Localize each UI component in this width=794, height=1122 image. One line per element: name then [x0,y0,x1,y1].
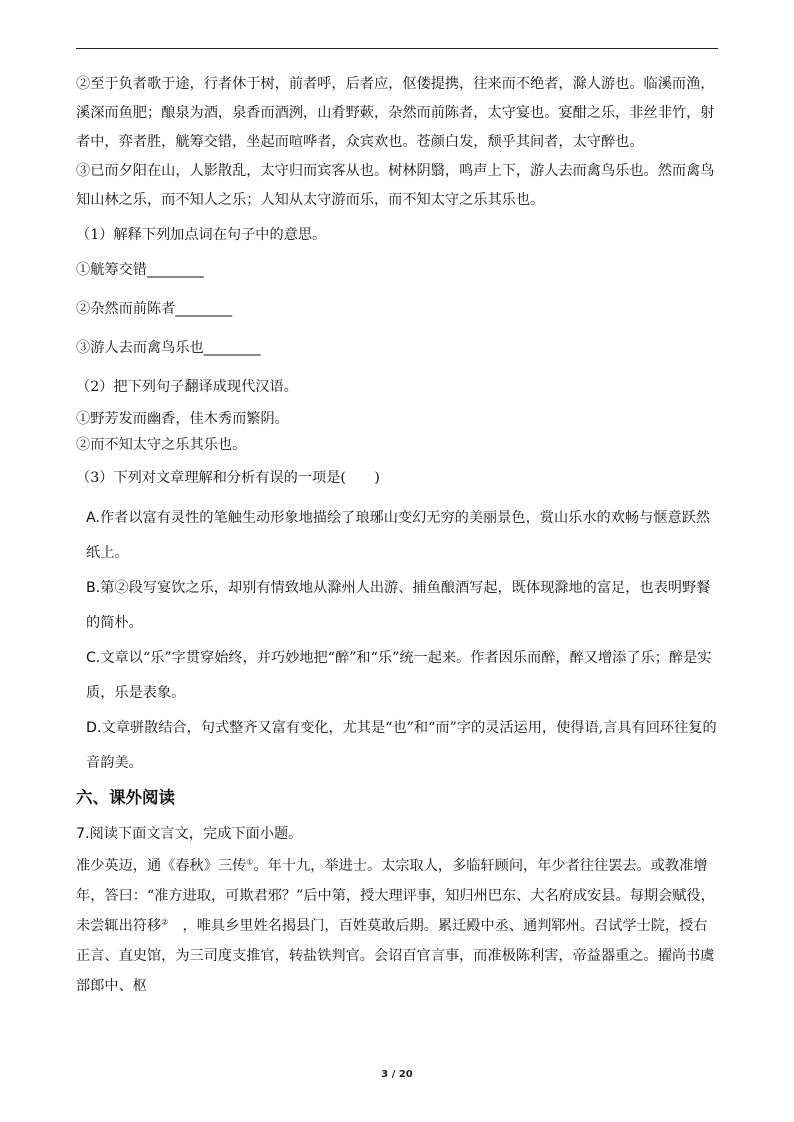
option-letter: A. [86,510,100,526]
q2-item: ②而不知太守之乐其乐也。 [76,437,247,453]
option-d[interactable] [86,711,720,781]
passage-paragraph-2: ②至于负者歌于途，行者休于树，前者呼，后者应，伛偻提携，往来而不绝者，滁人游也。临溪而渔，溪深而鱼肥；酿泉为酒，泉香而酒洌，山肴野蔌，杂然而前陈者，太守宴也。宴酣之乐，非丝非竹，射者中，弈者胜，觥筹交错，坐起而喧哗者，众宾欢也。苍颜白发，颓乎其间者，太守醉也。 [76,76,715,150]
q2-item: ①野芳发而幽香，佳木秀而繁阴。 [76,411,289,427]
option-letter: C. [86,650,101,666]
answer-blank[interactable]: ________ [175,301,233,317]
passage-text: ，唯具乡里姓名揭县门，百姓莫敢后期。累迁殿中丞、通判郓州。召试学士院，授右正言、直史馆，为三司度支推官，转盐铁判官。会诏百官言事，而准极陈利害，帝益器重之。擢尚书虞部郎中、枢 [76,918,715,994]
option-c[interactable] [86,641,720,711]
q7-prompt [76,819,720,849]
option-text: 第②段写宴饮之乐，却别有情致地从滁州人出游、捕鱼酿酒写起，既体现滁地的富足，也表明野餐的简朴。 [86,580,711,631]
passage-text: 。年十九，举进士。太宗取人，多临轩顾问，年少者往往罢去。或教准增年，答曰：“准方进取，可欺君邪？”后中第，授大理评事，知归州巴东、大名府成安县。每期会赋役，未尝辄出符移 [76,858,715,934]
passage-text: 准少英迈，通《春秋》三传 [76,858,247,874]
passage-paragraph-3: ③已而夕阳在山，人影散乱，太守归而宾客从也。树林阴翳，鸣声上下，游人去而禽鸟乐也。然而禽鸟知山林之乐，而不知人之乐；人知从太守游而乐，而不知太守之乐其乐也。 [76,163,715,208]
section-heading: 六、课外阅读 [76,788,175,807]
q7-passage [76,851,720,1001]
option-b[interactable] [86,571,720,641]
answer-blank[interactable]: ________ [203,340,261,356]
question-number: 7. [76,826,90,842]
option-letter: B. [86,580,101,596]
q3-prompt: （3）下列对文章理解和分析有误的一项是( ) [76,470,380,486]
option-letter: D. [86,720,102,736]
option-text: 文章以“乐”字贯穿始终，并巧妙地把“醉”和“乐”统一起来。作者因乐而醉，醉又增添了乐；醉是实质，乐是表象。 [86,650,712,701]
footnote-marker: ① [246,857,254,867]
footnote-marker: ② [161,917,169,927]
option-a[interactable] [86,501,720,571]
q1-item-text: ①觥筹交错 [76,262,147,278]
document-body [76,70,720,1001]
header-rule [76,48,718,49]
q1-item-text: ②杂然而前陈者 [76,301,176,317]
option-text: 作者以富有灵性的笔触生动形象地描绘了琅琊山变幻无穷的美丽景色，赏山乐水的欢畅与惬意跃然纸上。 [86,510,711,561]
page-number: 3 / 20 [381,1069,413,1080]
q1-item [76,295,720,324]
question-text: 阅读下面文言文，完成下面小题。 [89,826,303,842]
answer-blank[interactable]: ________ [146,262,204,278]
q1-item [76,256,720,285]
q1-prompt: （1）解释下列加点词在句子中的意思。 [76,227,327,243]
q2-prompt: （2）把下列句子翻译成现代汉语。 [76,379,298,395]
option-text: 文章骈散结合，句式整齐又富有变化，尤其是“也”和“而”字的灵活运用，使得语,言具有回环往复的音韵美。 [86,720,717,771]
q1-item-text: ③游人去而禽鸟乐也 [76,340,204,356]
q1-item [76,334,720,363]
